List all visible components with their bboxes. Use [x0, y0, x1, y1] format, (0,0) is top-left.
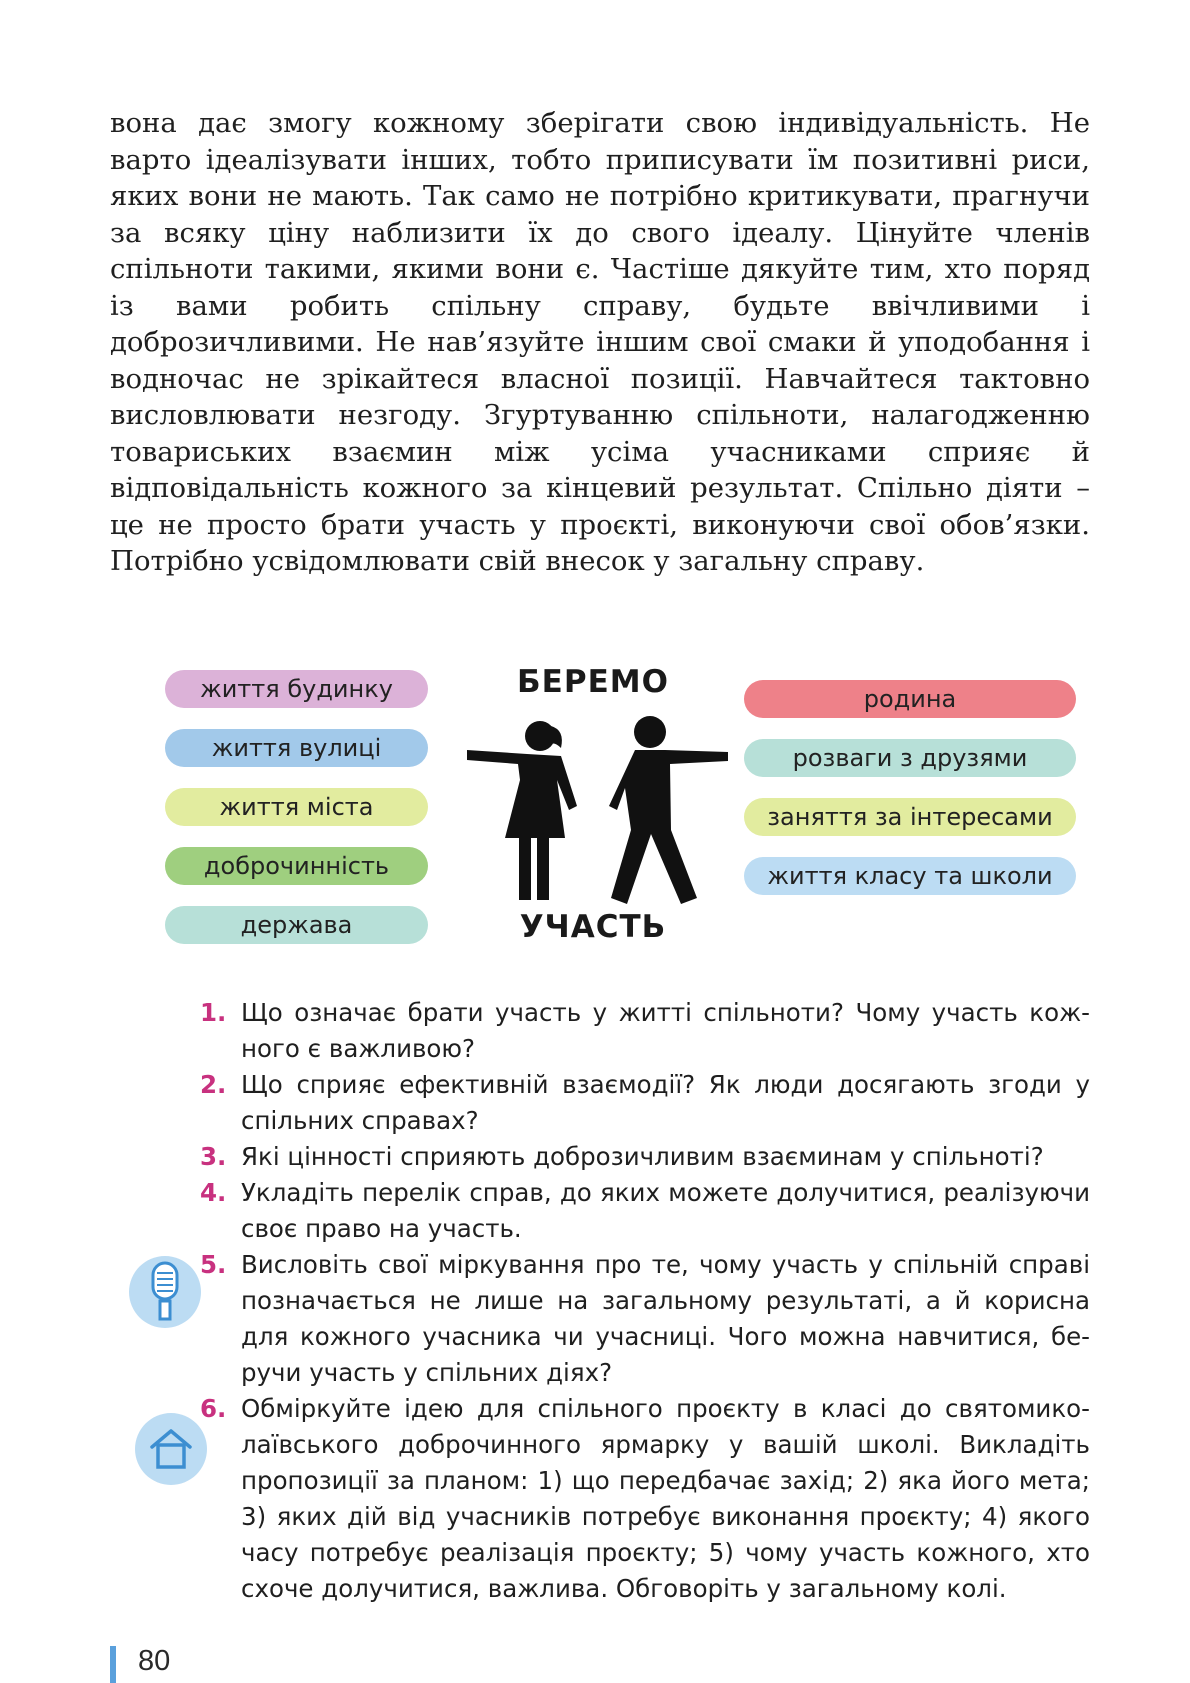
question-1 — [200, 995, 1090, 1067]
question-6 — [200, 1391, 1090, 1607]
left-item-building-life: життя будинку — [165, 670, 428, 708]
question-text: Що означає брати участь у житті спільноти? Чому участь кожного є важливою? — [241, 998, 1090, 1063]
question-text: Укладіть перелік справ, до яких можете долучитися, реалізуючи своє право на участь. — [241, 1178, 1090, 1243]
boy-figure-icon — [609, 716, 728, 904]
question-text: Які цінності сприяють доброзичливим взаєминам у спільноті? — [241, 1142, 1044, 1171]
left-item-street-life: життя вулиці — [165, 729, 428, 767]
left-item-charity: доброчинність — [165, 847, 428, 885]
question-number: 2. — [200, 1070, 227, 1099]
diagram-title-bottom: УЧАСТЬ — [519, 909, 667, 945]
right-item-class-school-life: життя класу та школи — [744, 857, 1076, 895]
question-number: 3. — [200, 1142, 227, 1171]
questions-list — [200, 995, 1090, 1607]
question-3 — [200, 1139, 1090, 1175]
diagram-title-top: БЕРЕМО — [517, 664, 669, 700]
question-2 — [200, 1067, 1090, 1139]
girl-figure-icon — [467, 721, 577, 900]
question-number: 6. — [200, 1394, 227, 1423]
question-number: 1. — [200, 998, 227, 1027]
page-number-bar — [110, 1646, 116, 1683]
right-item-family: родина — [744, 680, 1076, 718]
question-number: 5. — [200, 1250, 227, 1279]
microphone-icon — [129, 1256, 201, 1328]
question-number: 4. — [200, 1178, 227, 1207]
house-icon — [135, 1413, 207, 1485]
left-item-state: держава — [165, 906, 428, 944]
main-paragraph: вона дає змогу кожному зберігати свою індивідуальність. Не варто ідеалізувати інших, тобто приписувати їм позитивні риси, яких вони не мають. Так само не потрібно критикувати, прагнучи за всяку ціну наблизити їх до свого ідеалу. Цінуйте членів спільноти такими, якими вони є. Частіше дякуйте тим, хто поряд із вами робить спільну справу, будьте ввічливими і доброзичливими. Не нав’язуйте іншим свої смаки й уподобання і водночас не зрікайтеся власної позиції. Навчайтеся тактовно висловлювати незгоду. Згуртуванню спільноти, налагодженню товариських взаємин між усіма учасниками сприяє й відповідальність кожного за кінцевий результат. Спільно діяти – це не просто брати участь у проєкті, виконуючи свої обов’язки. Потрібно усвідомлювати свій внесок у загальну справу. — [110, 107, 1090, 577]
two-people-illustration — [465, 710, 730, 910]
question-text: Що сприяє ефективній взаємодії? Як люди досягають згоди у спільних справах? — [241, 1070, 1090, 1135]
page-number: 80 — [138, 1645, 171, 1677]
right-item-hobbies: заняття за інтересами — [744, 798, 1076, 836]
right-item-friends-fun: розваги з друзями — [744, 739, 1076, 777]
left-item-city-life: життя міста — [165, 788, 428, 826]
question-5 — [200, 1247, 1090, 1391]
question-4 — [200, 1175, 1090, 1247]
question-text: Обміркуйте ідею для спільного проєкту в класі до святомиколаївського доброчинного ярмарку у вашій школі. Викладіть пропозиції за планом: 1) що передбачає захід; 2) яка його мета; 3) яких дій від учасників потребує виконання проєкту; 4) якого часу потребує реалізація проєкту; 5) чому участь кожного, хто схоче долучитися, важлива. Обговоріть у загальному колі. — [241, 1394, 1090, 1603]
question-text: Висловіть свої міркування про те, чому участь у спільній справі позначається не лише на загальному результаті, а й корисна для кожного учасника чи учасниці. Чого можна навчитися, беручи участь у спільних діях? — [241, 1250, 1090, 1387]
